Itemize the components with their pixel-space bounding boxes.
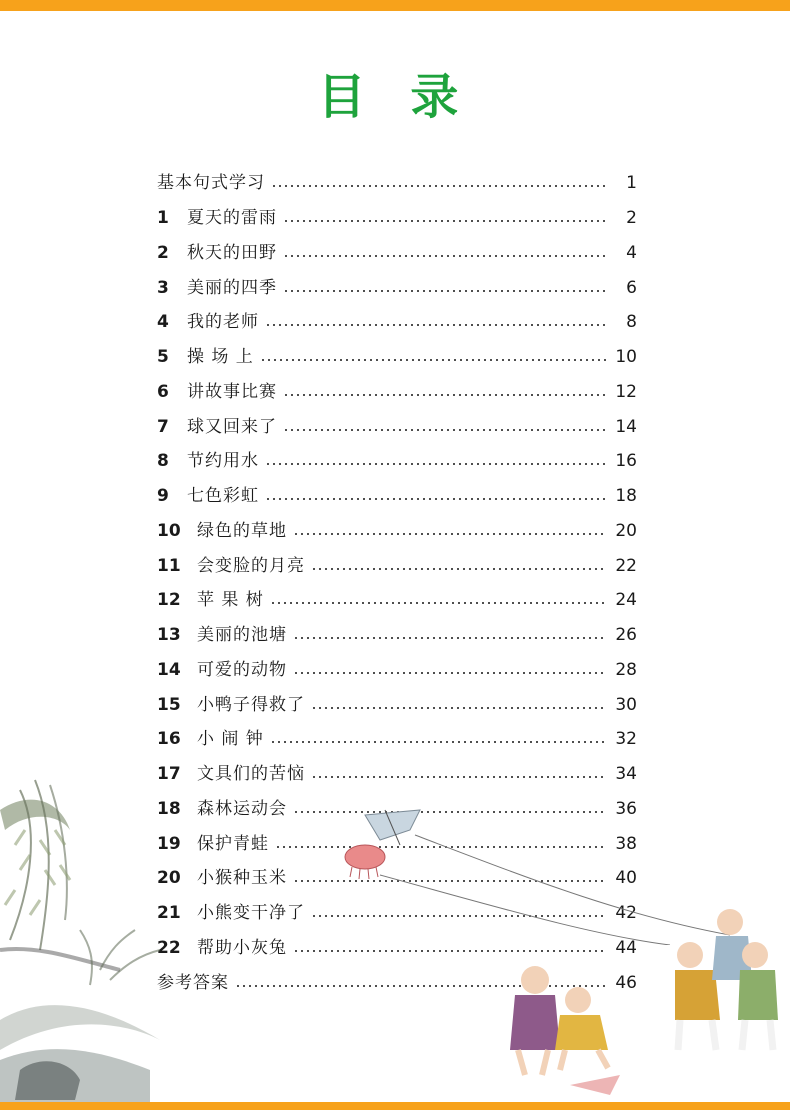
toc-entry[interactable] — [157, 166, 637, 201]
toc-entry-number: 13 — [157, 625, 181, 646]
toc-entry-page-number: 4 — [626, 242, 637, 263]
toc-entry-number: 7 — [157, 416, 169, 437]
dot-leader — [293, 672, 607, 674]
toc-entry[interactable] — [157, 340, 637, 375]
toc-entry-title: 绿色的草地 — [197, 520, 287, 541]
toc-entry-title: 小猴种玉米 — [197, 868, 287, 889]
toc-entry-page-number: 42 — [615, 903, 637, 924]
toc-entry-page-number: 16 — [615, 451, 637, 472]
toc-entry-page-number: 22 — [615, 555, 637, 576]
toc-entry-page-number: 34 — [615, 764, 637, 785]
toc-entry-page-number: 38 — [615, 833, 637, 854]
toc-entry-title: 我的老师 — [187, 312, 259, 333]
dot-leader — [311, 776, 607, 778]
dot-leader — [270, 602, 607, 604]
toc-entry-page-number: 14 — [615, 416, 637, 437]
children-illustration — [490, 900, 780, 1105]
toc-entry-number: 3 — [157, 277, 169, 298]
toc-entry-page-number: 26 — [615, 625, 637, 646]
dot-leader — [311, 568, 607, 570]
toc-entry-title: 森林运动会 — [197, 798, 287, 819]
toc-entry-title: 小 闹 钟 — [197, 729, 264, 750]
toc-entry-number: 17 — [157, 764, 181, 785]
toc-entry-number: 2 — [157, 242, 169, 263]
dot-leader — [265, 324, 607, 326]
toc-entry[interactable] — [157, 687, 637, 722]
toc-entry[interactable] — [157, 548, 637, 583]
toc-entry-title: 帮助小灰兔 — [197, 937, 287, 958]
toc-entry-number: 11 — [157, 555, 181, 576]
toc-entry[interactable] — [157, 201, 637, 236]
dot-leader — [283, 429, 607, 431]
toc-entry-number: 22 — [157, 937, 181, 958]
toc-entry-title: 秋天的田野 — [187, 242, 277, 263]
toc-entry-page-number: 12 — [615, 381, 637, 402]
toc-entry-title: 可爱的动物 — [197, 659, 287, 680]
toc-entry[interactable] — [157, 722, 637, 757]
toc-entry-page-number: 30 — [615, 694, 637, 715]
toc-entry-page-number: 40 — [615, 868, 637, 889]
toc-entry-number: 16 — [157, 729, 181, 750]
toc-entry-page-number: 46 — [615, 972, 637, 993]
toc-entry-title: 美丽的池塘 — [197, 625, 287, 646]
dot-leader — [270, 741, 607, 743]
dot-leader — [260, 359, 607, 361]
dot-leader — [283, 290, 607, 292]
toc-entry-page-number: 20 — [615, 520, 637, 541]
toc-entry[interactable] — [157, 270, 637, 305]
top-orange-bar — [0, 0, 790, 11]
toc-entry-title: 夏天的雷雨 — [187, 208, 277, 229]
toc-entry-title: 会变脸的月亮 — [197, 555, 305, 576]
toc-entry-page-number: 6 — [626, 277, 637, 298]
toc-entry[interactable] — [157, 653, 637, 688]
toc-entry-title: 讲故事比赛 — [187, 381, 277, 402]
toc-entry-title: 球又回来了 — [187, 416, 277, 437]
toc-entry-number: 21 — [157, 903, 181, 924]
toc-entry[interactable] — [157, 305, 637, 340]
toc-entry-number: 4 — [157, 312, 169, 333]
toc-entry-number: 6 — [157, 381, 169, 402]
toc-entry-page-number: 28 — [615, 659, 637, 680]
bottom-orange-bar — [0, 1102, 790, 1110]
dot-leader — [265, 463, 607, 465]
dot-leader — [311, 707, 607, 709]
toc-entry-number: 12 — [157, 590, 181, 611]
toc-entry-page-number: 32 — [615, 729, 637, 750]
toc-entry-title: 美丽的四季 — [187, 277, 277, 298]
dot-leader — [283, 255, 607, 257]
toc-entry-page-number: 24 — [615, 590, 637, 611]
toc-entry-page-number: 2 — [626, 208, 637, 229]
toc-entry-number: 19 — [157, 833, 181, 854]
toc-entry-title: 操 场 上 — [187, 347, 254, 368]
toc-entry-number: 1 — [157, 208, 169, 229]
toc-entry-title: 文具们的苦恼 — [197, 764, 305, 785]
toc-entry[interactable] — [157, 583, 637, 618]
toc-entry-number: 18 — [157, 798, 181, 819]
toc-entry-title: 小熊变干净了 — [197, 903, 305, 924]
toc-entry-number: 10 — [157, 520, 181, 541]
toc-entry[interactable] — [157, 514, 637, 549]
toc-entry-title: 节约用水 — [187, 451, 259, 472]
toc-entry-number: 8 — [157, 451, 169, 472]
toc-entry-page-number: 18 — [615, 486, 637, 507]
toc-entry-page-number: 10 — [615, 347, 637, 368]
toc-entry-number: 20 — [157, 868, 181, 889]
toc-entry-title: 七色彩虹 — [187, 486, 259, 507]
toc-entry-title: 保护青蛙 — [197, 833, 269, 854]
toc-entry-page-number: 1 — [626, 173, 637, 194]
dot-leader — [271, 185, 607, 187]
toc-entry-page-number: 8 — [626, 312, 637, 333]
toc-entry[interactable] — [157, 618, 637, 653]
willow-tree-illustration — [0, 770, 230, 1105]
toc-entry-page-number: 36 — [615, 798, 637, 819]
dot-leader — [265, 498, 607, 500]
toc-entry-number: 5 — [157, 347, 169, 368]
dot-leader — [283, 220, 607, 222]
toc-entry[interactable] — [157, 236, 637, 271]
toc-entry[interactable] — [157, 479, 637, 514]
toc-entry-title: 苹 果 树 — [197, 590, 264, 611]
toc-entry-page-number: 44 — [615, 937, 637, 958]
toc-entry-number: 14 — [157, 659, 181, 680]
page-title: 目 录 — [317, 69, 473, 125]
toc-entry[interactable] — [157, 444, 637, 479]
toc-entry-title: 基本句式学习 — [157, 173, 265, 194]
toc-entry[interactable] — [157, 375, 637, 410]
toc-entry-title: 小鸭子得救了 — [197, 694, 305, 715]
dot-leader — [293, 533, 607, 535]
dot-leader — [283, 394, 607, 396]
toc-entry[interactable] — [157, 409, 637, 444]
toc-entry-title: 参考答案 — [157, 972, 229, 993]
toc-entry-number: 15 — [157, 694, 181, 715]
toc-entry-number: 9 — [157, 486, 169, 507]
dot-leader — [293, 637, 607, 639]
